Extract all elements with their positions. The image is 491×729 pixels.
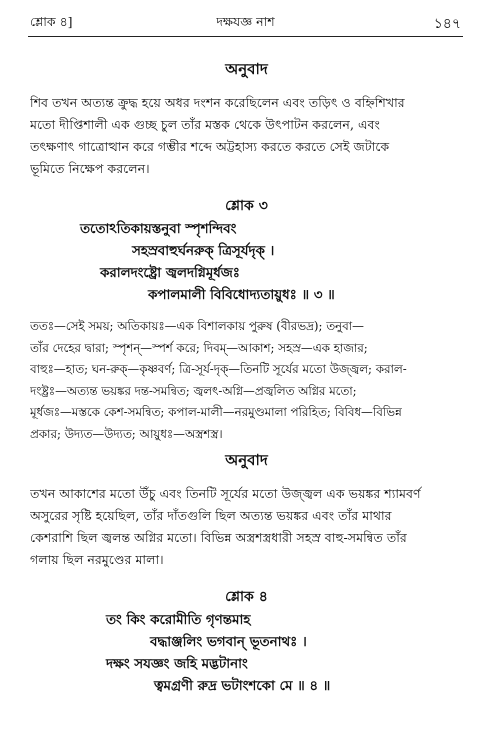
verse-line: করালদংষ্ট্রো জ্বলদগ্নিমূর্ধজঃ bbox=[100, 265, 240, 281]
paragraph-line: ভূমিতে নিক্ষেপ করলেন। bbox=[30, 161, 150, 176]
page-content bbox=[30, 58, 463, 697]
verse-line: কপালমালী বিবিধোদ্যতায়ুধঃ ॥ ৩ ॥ bbox=[148, 287, 335, 303]
gloss-line: দংষ্ট্রঃ—অত্যন্ত ভয়ঙ্কর দন্ত-সমন্বিত; জ্বলৎ-অগ্নি—প্রজ্বলিত অগ্নির মতো; bbox=[30, 383, 357, 398]
paragraph-line: মতো দীপ্তিশালী এক গুচ্ছ চুল তাঁর মস্তক থেকে উৎপাটন করলেন, এবং bbox=[30, 117, 380, 132]
translation-heading-1: অনুবাদ bbox=[225, 60, 268, 78]
header-chapter-title: দক্ষযজ্ঞ নাশ bbox=[216, 14, 275, 29]
verse-3-text bbox=[30, 218, 463, 306]
header-verse-ref: শ্লোক ৪] bbox=[30, 14, 73, 29]
verse-line: বদ্ধাঞ্জলিং ভগবান্ ভূতনাথঃ । bbox=[150, 634, 307, 650]
translation-heading-2: অনুবাদ bbox=[225, 451, 268, 469]
verse-3-title: শ্লোক ৩ bbox=[225, 198, 268, 214]
translation-paragraph-2 bbox=[30, 483, 463, 571]
verse-line: ত্বমগ্রণী রুদ্র ভটাংশকো মে ॥ ৪ ॥ bbox=[154, 678, 331, 694]
paragraph-line: কেশরাশি ছিল জ্বলন্ত অগ্নির মতো। বিভিন্ন অস্ত্রশস্ত্রধারী সহস্র বাহু-সমন্বিত তাঁর bbox=[30, 530, 407, 545]
paragraph-line: শিব তখন অত্যন্ত ক্রুদ্ধ হয়ে অধর দংশন করেছিলেন এবং তড়িৎ ও বহ্নিশিখার bbox=[30, 95, 405, 110]
header-divider bbox=[28, 36, 463, 37]
verse-4-text bbox=[30, 609, 463, 697]
gloss-line: প্রকার; উদ্যত—উদ্যত; আয়ুধঃ—অস্ত্রশস্ত্র। bbox=[30, 426, 223, 441]
paragraph-line: অসুরের সৃষ্টি হয়েছিল, তাঁর দাঁতগুলি ছিল অত্যন্ত ভয়ঙ্কর এবং তাঁর মাথার bbox=[30, 508, 392, 523]
gloss-line: বাহুঃ—হাত; ঘন-রুক্—কৃষ্ণবর্ণ; ত্রি-সূর্য-দৃক্—তিনটি সূর্যের মতো উজ্জ্বল; করাল- bbox=[30, 362, 407, 376]
verse-line: দক্ষং সযজ্ঞং জহি মদ্ভটানাং bbox=[106, 656, 248, 672]
paragraph-line: তখন আকাশের মতো উঁচু এবং তিনটি সূর্যের মতো উজ্জ্বল এক ভয়ঙ্কর শ্যামবর্ণ bbox=[30, 486, 421, 501]
page-number: ১৪৭ bbox=[433, 16, 461, 32]
translation-paragraph-1 bbox=[30, 92, 463, 180]
page-header bbox=[30, 10, 461, 34]
gloss-line: মূর্ধজঃ—মস্তকে কেশ-সমন্বিত; কপাল-মালী—নরমুণ্ডমালা পরিহিত; বিবিধ—বিভিন্ন bbox=[30, 405, 402, 419]
verse-line: তং কিং করোমীতি গৃণন্তমাহ bbox=[106, 612, 251, 628]
gloss-line: ততঃ—সেই সময়; অতিকায়ঃ—এক বিশালকায় পুরুষ (বীরভদ্র); তনুবা— bbox=[30, 319, 364, 333]
verse-4-title: শ্লোক ৪ bbox=[225, 589, 268, 605]
word-for-word-gloss bbox=[30, 316, 463, 445]
verse-line: সহস্রবাহুর্ঘনরুক্ ত্রিসূর্যদৃক্ । bbox=[132, 243, 275, 259]
verse-line: ততোঽতিকায়স্তনুবা স্পৃশন্দিবং bbox=[80, 221, 237, 237]
gloss-line: তাঁর দেহের দ্বারা; স্পৃশন্—স্পর্শ করে; দিবম্—আকাশ; সহস্র—এক হাজার; bbox=[30, 340, 368, 355]
paragraph-line: তৎক্ষণাৎ গাত্রোত্থান করে গম্ভীর শব্দে অট্টহাস্য করতে করতে সেই জটাকে bbox=[30, 139, 390, 154]
paragraph-line: গলায় ছিল নরমুণ্ডের মালা। bbox=[30, 552, 164, 567]
